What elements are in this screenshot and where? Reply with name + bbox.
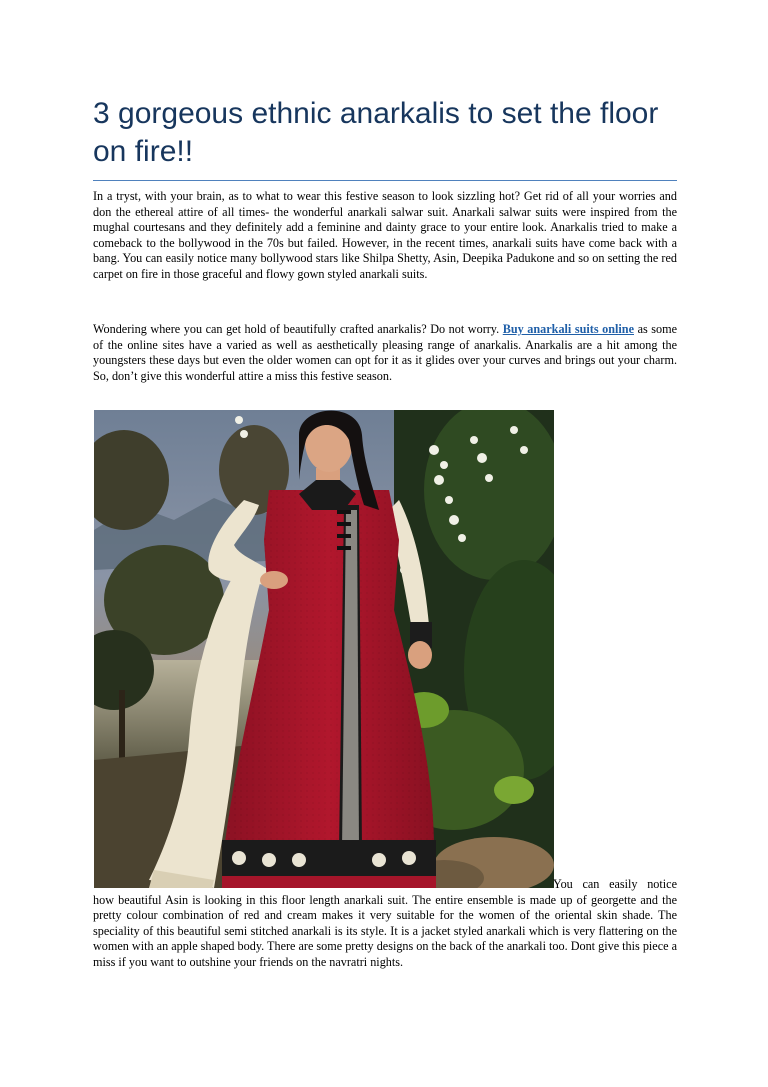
title-divider: [93, 180, 677, 181]
anarkali-model-photo: [94, 410, 554, 888]
third-paragraph: You can easily notice how beautiful Asin is looking in this floor length anarkali suit. The entire ensemble is made up of georgette and the pretty colour combination of red and cream makes it very suitable for the women of the oriental skin shade. The speciality of this beautiful semi stitched anarkali is its style. It is a jacket styled anarkali which is very flattering on the women with an apple shaped body. There are some pretty designs on the back of the anarkali too. Dont give this piece a miss if you want to outshine your friends on the navratri nights.: [93, 877, 677, 969]
article-title: 3 gorgeous ethnic anarkalis to set the floor on fire!!: [93, 97, 659, 168]
second-paragraph: [93, 322, 677, 384]
intro-paragraph: In a tryst, with your brain, as to what to wear this festive season to look sizzling hot? Get rid of all your worries and don the ethereal attire of all times- the wonderful anarkali salwar suit. Anarkali salwar suits were inspired from the mughal courtesans and they definitely add a feminine and dainty grace to your entire look. Anarkalis tried to make a comeback to the bollywood in the 70s but failed. However, in the recent times, anarkali suits have come back with a bang. You can easily notice many bollywood stars like Shilpa Shetty, Asin, Deepika Padukone and so on setting the red carpet on fire in those graceful and flowy gown styled anarkali suits.: [93, 189, 677, 281]
paragraph-text-after-link: as some of the online sites have a varied as well as aesthetically pleasing range of anarkalis. Anarkalis are a hit among the youngsters these days but even the older women can opt for it as it glides over your curves and brings out your charm. So, don’t give this wonderful attire a miss this festive season.: [93, 322, 678, 383]
buy-anarkali-link[interactable]: Buy anarkali suits online: [502, 322, 634, 336]
paragraph-text-before-link: Wondering where you can get hold of beautifully crafted anarkalis? Do not worry.: [93, 322, 503, 336]
